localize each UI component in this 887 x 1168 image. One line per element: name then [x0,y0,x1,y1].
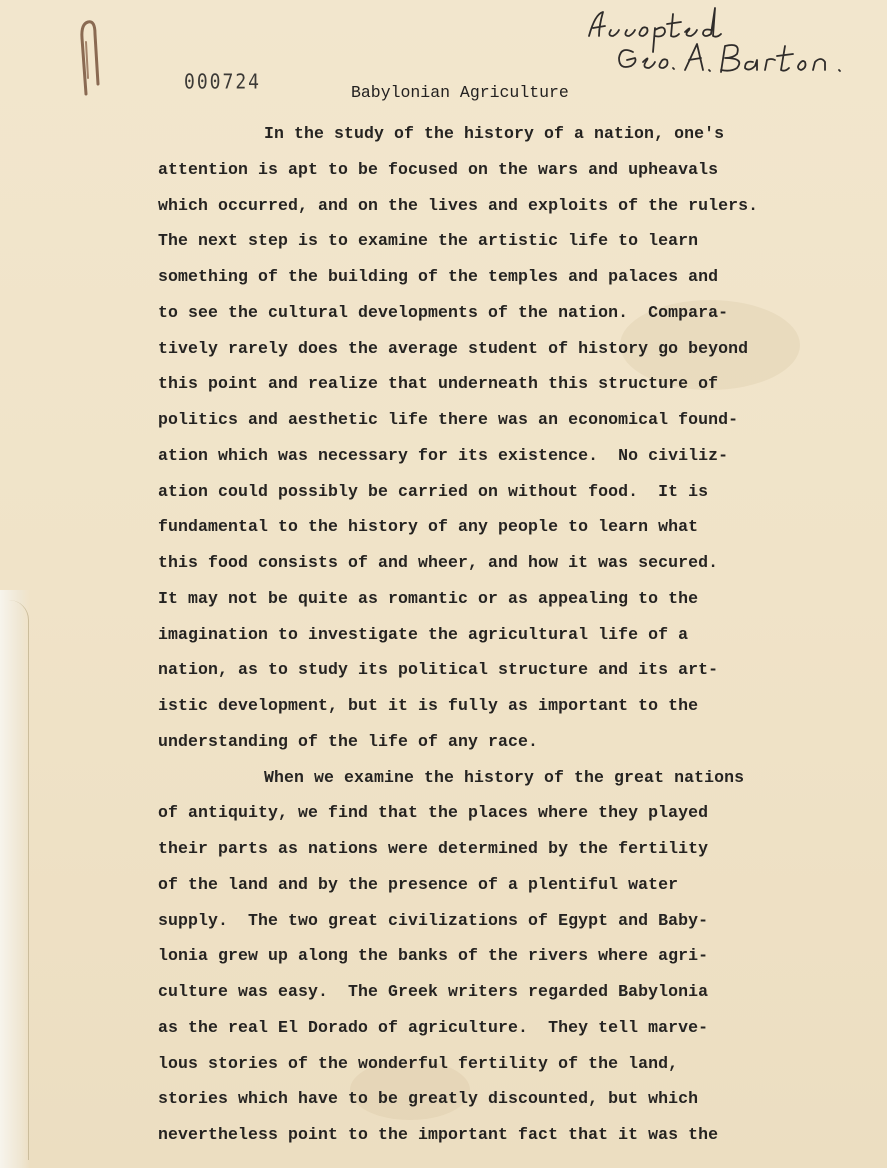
text-line: politics and aesthetic life there was an economical found- [158,410,739,429]
text-line: imagination to investigate the agricultural life of a [158,624,689,644]
page-fold-line [6,600,29,1160]
text-line: of the land and by the presence of a plentiful water [158,874,679,894]
text-line: It may not be quite as romantic or as appealing to the [158,588,699,608]
text-line: understanding of the life of any race. [158,731,539,751]
text-line: In the study of the history of a nation, one's [264,124,725,143]
text-line: something of the building of the temples and palaces and [158,267,719,286]
text-line: stories which have to be greatly discounted, but which [158,1089,699,1109]
text-line: nation, as to study its political structure and its art- [158,660,719,680]
text-line: fundamental to the history of any people to learn what [158,517,699,537]
text-line: this food consists of and wheer, and how it was secured. [158,553,719,572]
handwritten-signature-note [585,0,875,86]
text-line: lonia grew up along the banks of the rivers where agri- [158,946,709,966]
document-body [158,116,858,1153]
text-line: When we examine the history of the great nations [264,767,745,787]
text-line: ation could possibly be carried on without food. It is [158,481,709,501]
text-line: tively rarely does the average student of history go beyond [158,338,749,358]
text-line: this point and realize that underneath this structure of [158,374,719,394]
text-line: nevertheless point to the important fact that it was the [158,1125,719,1144]
paperclip-icon [76,8,102,96]
text-line: which occurred, and on the lives and exploits of the rulers. [158,195,759,215]
text-line: lous stories of the wonderful fertility of the land, [158,1053,679,1073]
text-line: to see the cultural developments of the nation. Compara- [158,302,729,322]
text-line: supply. The two great civilizations of Egypt and Baby- [158,910,709,930]
text-line: as the real El Dorado of agriculture. They tell marve- [158,1017,709,1037]
text-line: attention is apt to be focused on the wars and upheavals [158,159,719,179]
text-line: ation which was necessary for its existence. No civiliz- [158,445,729,465]
document-serial-number: 000724 [184,70,262,95]
text-line: istic development, but it is fully as important to the [158,696,699,715]
document-title: Babylonian Agriculture [351,83,569,102]
text-line: The next step is to examine the artistic life to learn [158,231,699,251]
text-line: culture was easy. The Greek writers regarded Babylonia [158,982,709,1001]
text-line: their parts as nations were determined by the fertility [158,839,709,858]
text-line: of antiquity, we find that the places where they played [158,803,709,823]
